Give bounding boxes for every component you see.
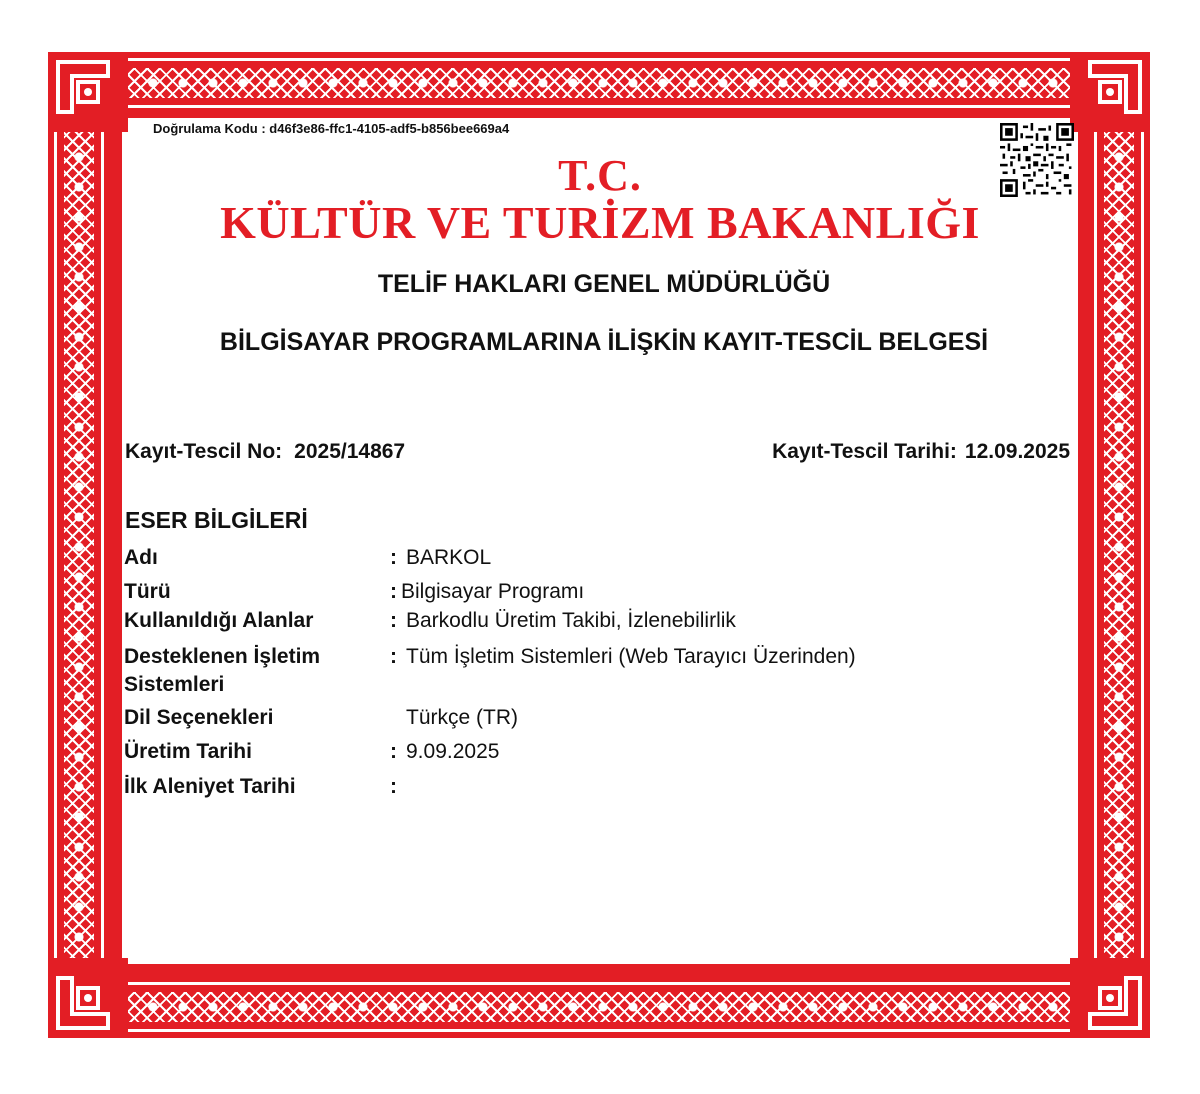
registration-number-value: 2025/14867	[294, 440, 406, 463]
field-value: Türkçe (TR)	[406, 706, 518, 729]
field-colon: :	[390, 546, 397, 569]
field-label: İlk Aleniyet Tarihi	[124, 775, 296, 798]
field-value: Tüm İşletim Sistemleri (Web Tarayıcı Üzerinden)	[406, 645, 856, 668]
field-value: Bilgisayar Programı	[401, 580, 585, 603]
field-colon: :	[390, 580, 397, 603]
field-label: Kullanıldığı Alanlar	[124, 609, 314, 632]
field-colon: :	[390, 645, 397, 668]
field-label: Adı	[124, 546, 158, 569]
tc-heading: T.C.	[558, 151, 642, 200]
field-label: Desteklenen İşletim Sistemleri	[124, 645, 321, 696]
corner-ornament-icon	[48, 958, 128, 1038]
section-title: ESER BİLGİLERİ	[125, 507, 308, 533]
ministry-heading: KÜLTÜR VE TURİZM BAKANLIĞI	[220, 197, 980, 248]
corner-ornament-icon	[1070, 958, 1150, 1038]
corner-ornament-icon	[1070, 52, 1150, 132]
corner-ornament-icon	[48, 52, 128, 132]
border-bottom-band	[48, 976, 1150, 1038]
field-value: 9.09.2025	[406, 740, 500, 763]
verification-label: Doğrulama Kodu :	[153, 121, 266, 136]
field-colon: :	[390, 609, 397, 632]
field-label: Dil Seçenekleri	[124, 706, 274, 729]
registration-date	[772, 440, 1070, 464]
verification-value: d46f3e86-ffc1-4105-adf5-b856bee669a4	[269, 121, 510, 136]
field-label: Türü	[124, 580, 171, 603]
field-colon: :	[390, 775, 397, 798]
field-value: BARKOL	[406, 546, 492, 569]
registration-date-label: Kayıt-Tescil Tarihi:	[772, 440, 957, 463]
registration-number	[125, 440, 405, 464]
document-title: BİLGİSAYAR PROGRAMLARINA İLİŞKİN KAYIT-TESCİL BELGESİ	[219, 328, 989, 356]
registration-date-value: 12.09.2025	[964, 440, 1070, 463]
verification-code	[153, 121, 509, 136]
border-top-band	[48, 52, 1150, 114]
field-label: Üretim Tarihi	[124, 740, 252, 763]
field-value: Barkodlu Üretim Takibi, İzlenebilirlik	[406, 609, 736, 632]
registration-number-label: Kayıt-Tescil No:	[125, 440, 283, 463]
department-heading: TELİF HAKLARI GENEL MÜDÜRLÜĞÜ	[377, 270, 831, 298]
field-colon: :	[390, 740, 397, 763]
